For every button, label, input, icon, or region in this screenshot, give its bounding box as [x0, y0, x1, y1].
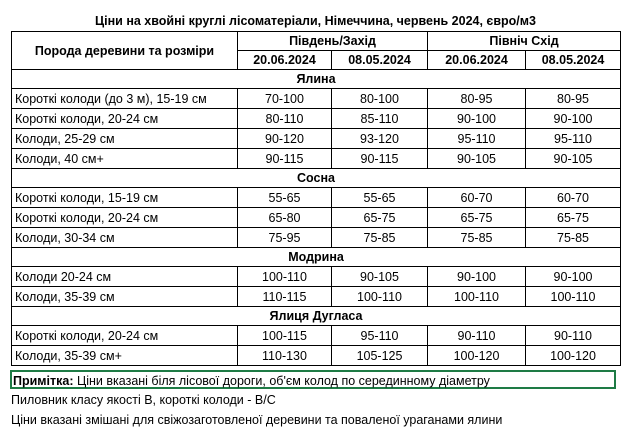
table-row: [12, 228, 621, 248]
price-cell: 100-120: [526, 346, 621, 366]
row-label: Короткі колоди, 20-24 см: [12, 208, 238, 228]
price-table-body: [12, 32, 621, 366]
price-cell: 65-75: [428, 208, 526, 228]
price-cell: 90-105: [428, 149, 526, 169]
region-header-south-west: Південь/Захід: [238, 32, 428, 51]
price-cell: 80-100: [332, 89, 428, 109]
price-cell: 65-75: [332, 208, 428, 228]
price-cell: 90-115: [238, 149, 332, 169]
row-label: Короткі колоди, 20-24 см: [12, 326, 238, 346]
note-label: Примітка:: [13, 374, 74, 388]
section-row: [12, 307, 621, 326]
price-cell: 75-85: [332, 228, 428, 248]
section-row: [12, 169, 621, 188]
price-cell: 90-105: [332, 267, 428, 287]
price-cell: 55-65: [238, 188, 332, 208]
price-cell: 90-120: [238, 129, 332, 149]
row-label: Колоди, 40 см+: [12, 149, 238, 169]
price-cell: 100-115: [238, 326, 332, 346]
note-text: Ціни вказані біля лісової дороги, об'єм колод по серединному діаметру: [73, 374, 490, 388]
table-row: [12, 89, 621, 109]
price-cell: 100-110: [526, 287, 621, 307]
note-line-quality: Пиловник класу якості B, короткі колоди - B/C: [11, 393, 276, 407]
section-row: [12, 248, 621, 267]
price-cell: 95-110: [526, 129, 621, 149]
table-row: [12, 287, 621, 307]
table-title: Ціни на хвойні круглі лісоматеріали, Німеччина, червень 2024, євро/м3: [95, 14, 536, 28]
note-line-mixed: Ціни вказані змішані для свіжозаготовленої деревини та поваленої ураганами ялини: [11, 413, 503, 427]
price-cell: 80-95: [428, 89, 526, 109]
price-cell: 65-75: [526, 208, 621, 228]
table-row: [12, 346, 621, 366]
table-row: [12, 109, 621, 129]
price-cell: 100-110: [332, 287, 428, 307]
price-cell: 65-80: [238, 208, 332, 228]
price-cell: 70-100: [238, 89, 332, 109]
header-row-regions: [12, 32, 621, 51]
price-cell: 90-115: [332, 149, 428, 169]
price-cell: 90-110: [428, 326, 526, 346]
price-cell: 95-110: [332, 326, 428, 346]
price-cell: 75-95: [238, 228, 332, 248]
price-cell: 100-110: [238, 267, 332, 287]
price-cell: 90-110: [526, 326, 621, 346]
row-label: Колоди, 35-39 см+: [12, 346, 238, 366]
price-cell: 75-85: [428, 228, 526, 248]
price-cell: 55-65: [332, 188, 428, 208]
price-cell: 93-120: [332, 129, 428, 149]
date-header: 20.06.2024: [238, 51, 332, 70]
note-cell-selected[interactable]: [10, 370, 616, 389]
section-row: [12, 70, 621, 89]
date-header: 08.05.2024: [332, 51, 428, 70]
price-cell: 95-110: [428, 129, 526, 149]
price-cell: 80-95: [526, 89, 621, 109]
price-table: [11, 31, 621, 366]
price-cell: 75-85: [526, 228, 621, 248]
section-header: Сосна: [12, 169, 621, 188]
price-cell: 100-120: [428, 346, 526, 366]
row-label: Короткі колоди, 20-24 см: [12, 109, 238, 129]
price-cell: 105-125: [332, 346, 428, 366]
table-row: [12, 149, 621, 169]
price-cell: 110-115: [238, 287, 332, 307]
date-header: 20.06.2024: [428, 51, 526, 70]
row-label: Короткі колоди (до 3 м), 15-19 см: [12, 89, 238, 109]
table-row: [12, 326, 621, 346]
price-cell: 110-130: [238, 346, 332, 366]
price-cell: 100-110: [428, 287, 526, 307]
section-header: Модрина: [12, 248, 621, 267]
row-label: Колоди 20-24 см: [12, 267, 238, 287]
price-cell: 90-100: [526, 267, 621, 287]
row-label: Колоди, 35-39 см: [12, 287, 238, 307]
price-cell: 85-110: [332, 109, 428, 129]
table-row: [12, 267, 621, 287]
section-header: Ялиця Дугласа: [12, 307, 621, 326]
table-row: [12, 188, 621, 208]
row-label: Короткі колоди, 15-19 см: [12, 188, 238, 208]
region-header-north-east: Північ Схід: [428, 32, 621, 51]
price-cell: 60-70: [526, 188, 621, 208]
row-label: Колоди, 25-29 см: [12, 129, 238, 149]
price-cell: 80-110: [238, 109, 332, 129]
row-label: Колоди, 30-34 см: [12, 228, 238, 248]
price-cell: 60-70: [428, 188, 526, 208]
date-header: 08.05.2024: [526, 51, 621, 70]
price-cell: 90-100: [428, 109, 526, 129]
species-column-header: Порода деревини та розміри: [12, 32, 238, 70]
section-header: Ялина: [12, 70, 621, 89]
table-row: [12, 129, 621, 149]
table-row: [12, 208, 621, 228]
price-cell: 90-105: [526, 149, 621, 169]
price-cell: 90-100: [428, 267, 526, 287]
price-cell: 90-100: [526, 109, 621, 129]
